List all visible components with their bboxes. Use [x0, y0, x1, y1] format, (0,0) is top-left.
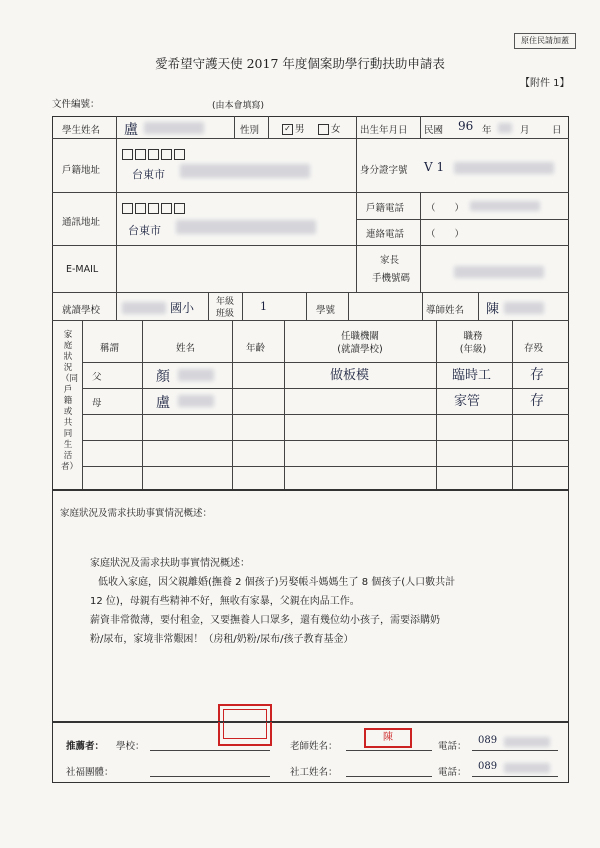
reg-addr-value: 台東市	[132, 168, 165, 181]
year-unit: 年	[482, 125, 492, 136]
doc-no-note: (由本會填寫)	[212, 101, 265, 111]
month-unit: 月	[520, 125, 530, 136]
row2-name: 盧	[156, 395, 170, 411]
corner-tag: 原住民請加蓋	[514, 33, 576, 49]
reg-postcode-boxes	[122, 144, 187, 163]
narrative-heading: 家庭狀況及需求扶助事實情況概述：	[90, 558, 250, 569]
row1-relation: 父	[92, 372, 102, 383]
day-unit: 日	[552, 125, 562, 136]
contact-postcode-boxes	[122, 198, 187, 217]
id-label: 身分證字號	[360, 165, 408, 176]
grade-label: 年級	[216, 297, 235, 307]
parent-label: 家長	[380, 255, 400, 266]
school-label: 就讀學校	[62, 305, 101, 316]
gender-female-option[interactable]: 女	[318, 121, 341, 135]
col-employer: 任職機關 (就讀學校)	[337, 331, 383, 355]
recommender-label: 推薦者：	[66, 741, 105, 752]
mentor-value: 陳	[486, 302, 500, 317]
contact-addr-label: 通訊地址	[62, 217, 101, 228]
contact-phone-label: 連絡電話	[366, 229, 405, 240]
reg-phone-label: 戶籍電話	[366, 203, 405, 214]
school-value: 國小	[170, 301, 195, 315]
family-side-label: 家庭狀況（同戶籍或共同生活者）	[61, 330, 79, 472]
grade-value: 1	[260, 300, 267, 313]
teacher-name-label: 老師姓名：	[290, 741, 338, 752]
col-relation: 稱謂	[100, 343, 120, 354]
row1-employer: 做板模	[330, 368, 370, 383]
birth-label: 出生年月日	[360, 125, 408, 136]
row2-status: 存	[530, 393, 544, 409]
doc-no-label: 文件編號：	[52, 99, 100, 110]
parent-mobile-label: 手機號碼	[372, 273, 411, 284]
social-worker-label: 社工姓名：	[290, 767, 338, 778]
birth-era: 民國	[424, 125, 444, 136]
phone-value-1: 089	[478, 735, 498, 746]
row1-status: 存	[530, 367, 544, 383]
teacher-signature-stamp: 陳	[364, 728, 412, 748]
col-age: 年齡	[246, 343, 266, 354]
form-title: 愛希望守護天使 2017 年度個案助學行動扶助申請表	[155, 56, 445, 71]
contact-phone-value: （ ）	[426, 229, 465, 240]
female-checkbox[interactable]	[318, 124, 329, 135]
annex-label: 【附件 1】	[520, 78, 570, 89]
gender-label: 性別	[240, 125, 260, 136]
class-label: 班級	[216, 309, 235, 319]
phone-label-2: 電話：	[438, 767, 467, 778]
row1-job: 臨時工	[452, 368, 492, 383]
birth-year: 96	[458, 119, 474, 133]
phone-label-1: 電話：	[438, 741, 467, 752]
student-name-label: 學生姓名	[62, 125, 101, 136]
col-job: 職務 (年級)	[459, 331, 487, 355]
mentor-label: 導師姓名	[426, 305, 465, 316]
email-label: E-MAIL	[66, 264, 99, 275]
narrative-line-2: 12 位)，母親有些精神不好，無收有家暴，父親在肉品工作。	[90, 596, 360, 607]
narrative-line-1: 低收入家庭，因父親離婚(撫養 2 個孩子)另娶帳斗媽媽生了 8 個孩子(人口數共計	[98, 577, 456, 588]
id-value: V 1	[424, 160, 445, 174]
col-name: 姓名	[176, 343, 196, 354]
gender-male-option[interactable]: ✓ 男	[282, 121, 305, 135]
col-status: 存殁	[524, 343, 544, 354]
row2-job: 家管	[454, 394, 481, 409]
narrative-section-label: 家庭狀況及需求扶助事實情況概述：	[60, 508, 213, 519]
reg-phone-value: （ ）	[426, 203, 465, 214]
narrative-line-3: 薪資非常微薄，要付租金，又要撫養人口眾多，還有幾位幼小孩子，需要添購奶	[90, 615, 440, 626]
row2-relation: 母	[92, 398, 102, 409]
footer-school-label: 學校：	[116, 741, 145, 752]
reg-addr-label: 戶籍地址	[62, 165, 101, 176]
student-name-value: 盧	[124, 122, 138, 138]
narrative-line-4: 粉/尿布，家境非常艱困！（房租/奶粉/尿布/孩子教育基金）	[90, 634, 354, 645]
student-no-label: 學號	[316, 305, 336, 316]
contact-addr-value: 台東市	[128, 224, 161, 237]
row1-name: 顏	[156, 369, 170, 385]
social-unit-label: 社福團體：	[66, 767, 114, 778]
phone-value-2: 089	[478, 761, 498, 772]
male-checkbox-checked[interactable]: ✓	[282, 124, 293, 135]
